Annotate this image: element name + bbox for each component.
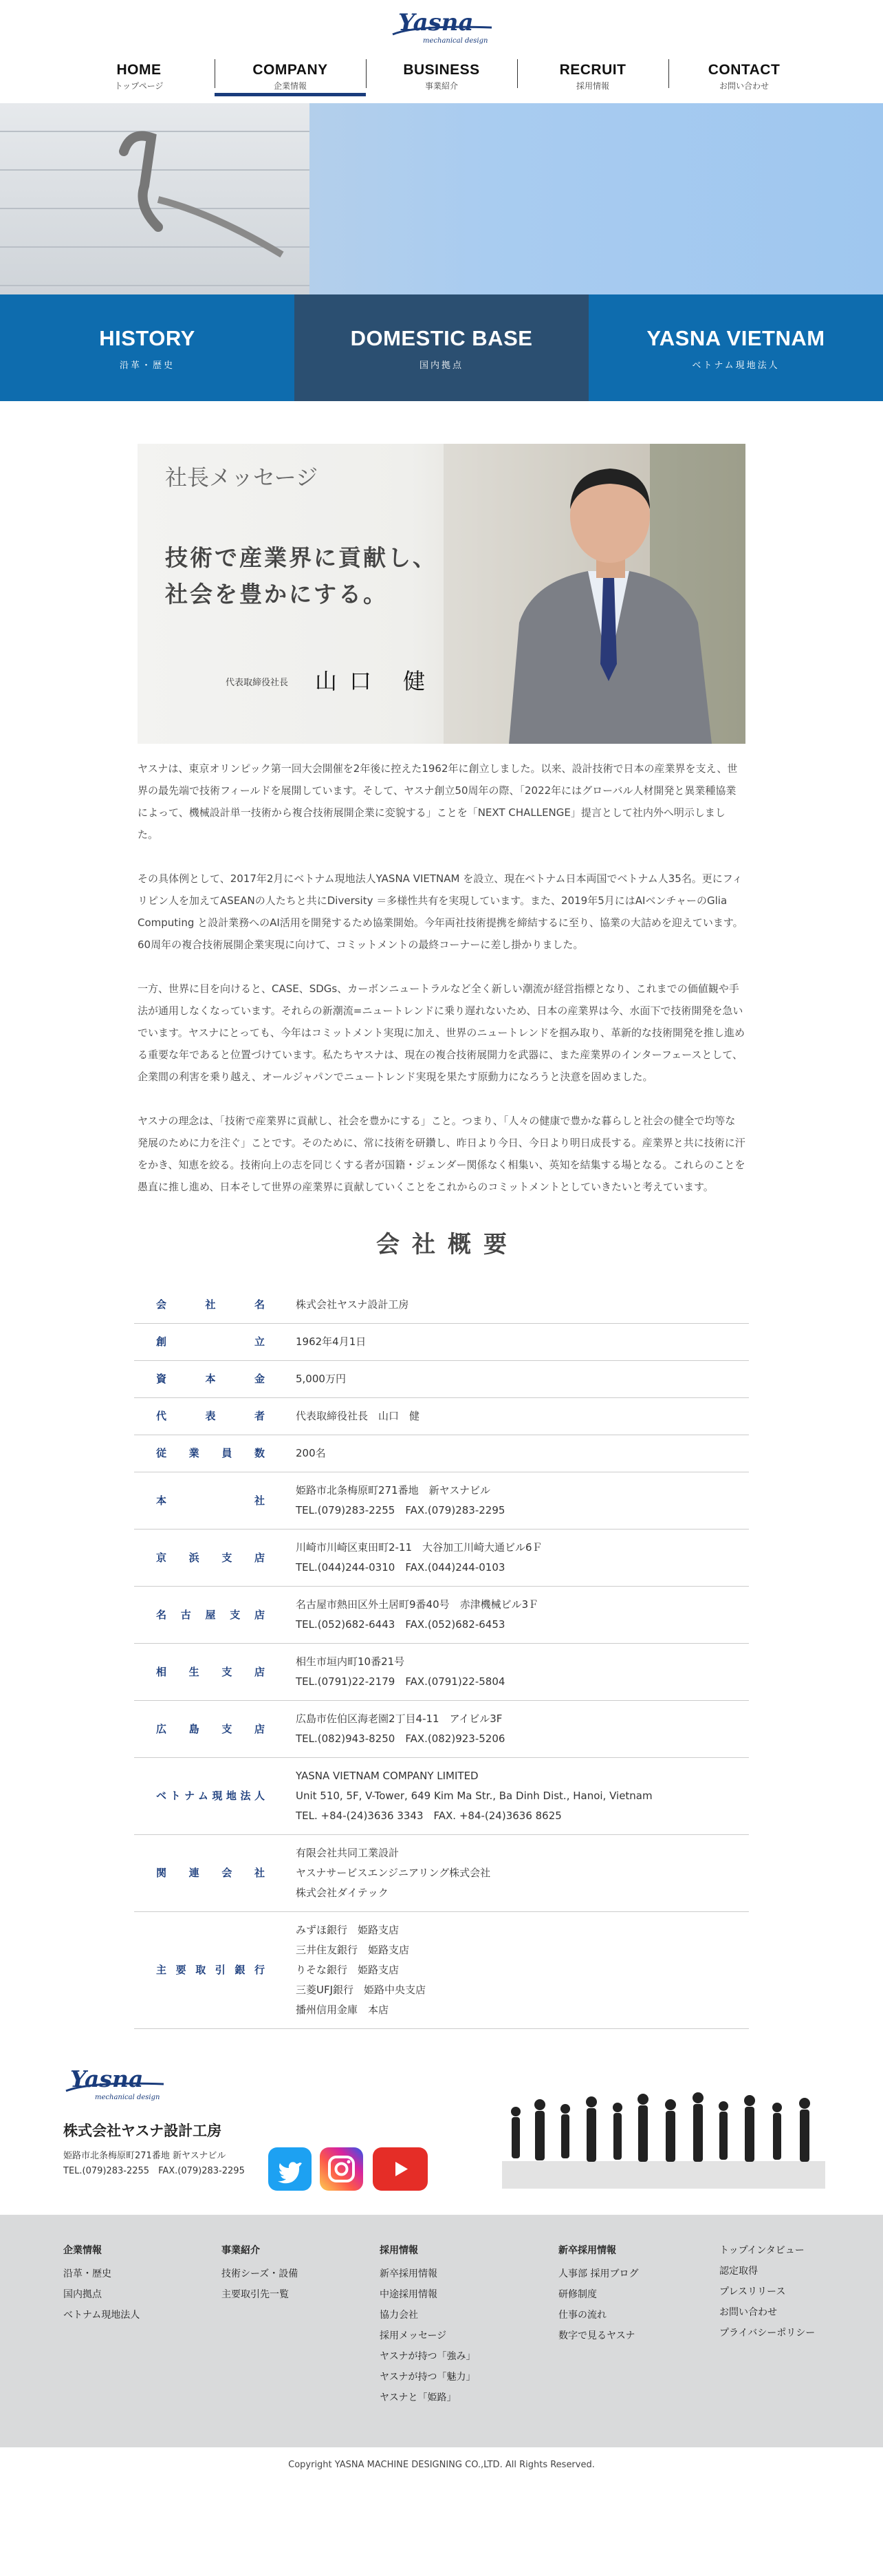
sitemap-heading[interactable]: 新卒採用情報 (558, 2245, 616, 2256)
outline-value-line: TEL.(044)244-0310 FAX.(044)244-0103 (296, 1561, 505, 1574)
nav-contact[interactable] (668, 55, 820, 96)
outline-key: 相生支店 (134, 1644, 296, 1701)
nav-label-en: CONTACT (708, 62, 781, 78)
outline-value (296, 1361, 749, 1398)
nav-label-jp: トップページ (114, 81, 164, 91)
sitemap-link[interactable]: ヤスナが持つ「魅力」 (380, 2372, 476, 2383)
nav-business[interactable] (366, 55, 517, 96)
sitemap-link[interactable]: トップインタビュー (719, 2245, 805, 2256)
nav-label-jp: お問い合わせ (719, 81, 769, 91)
sitemap-col-company (63, 2240, 140, 2326)
outline-value-line: ヤスナサービスエンジニアリング株式会社 (296, 1867, 491, 1879)
business-people-silhouette (502, 2084, 825, 2194)
tab-history[interactable] (0, 294, 294, 401)
nav-label-jp: 採用情報 (576, 81, 609, 91)
nav-label-jp: 企業情報 (273, 81, 307, 91)
message-paragraph: 一方、世界に目を向けると、CASE、SDGs、カーボンニュートラルなど全く新しい潮流が経営指標となり、これまでの価値観や手法が通用しなくなっています。それらの新潮流=ニュートレンドに乗り遅れないため、日本の産業界は今、水面下で技術開発を急いでいます。ヤスナにとっても、今年はコミットメント実現に加え、世界のニュートレンドを掴み取り、革新的な技術開発を推し進める重要な年であると位置づけています。私たちヤスナは、現在の複合技術展開力を武器に、また産業界のインターフェースとして、企業間の利害を乗り越え、オールジャパンでニュートレンド実現を果たす原動力になろうと決意を固めました。 (138, 983, 745, 1083)
sitemap-link[interactable]: 数字で見るヤスナ (558, 2330, 635, 2341)
outline-key: 会社名 (134, 1287, 296, 1324)
outline-key: 資本金 (134, 1361, 296, 1398)
nav-label-en: COMPANY (252, 62, 328, 78)
hero-image (0, 103, 883, 294)
outline-key: ベトナム現地法人 (134, 1758, 296, 1835)
outline-value (296, 1587, 749, 1644)
logo-wordmark: Yasna (70, 2065, 144, 2092)
sitemap-heading[interactable]: 事業紹介 (221, 2245, 260, 2256)
signature-title: 代表取締役社長 (226, 678, 289, 688)
outline-value-line: TEL.(079)283-2255 FAX.(079)283-2295 (296, 1504, 505, 1516)
outline-value (296, 1835, 749, 1912)
message-copy (165, 540, 437, 613)
outline-value-line: みずほ銀行 姫路支店 (296, 1924, 400, 1936)
outline-key: 主要取引銀行 (134, 1912, 296, 2029)
sitemap-link[interactable]: 協力会社 (380, 2310, 418, 2321)
message-body (138, 758, 745, 1198)
outline-value-line: 名古屋市熱田区外土居町9番40号 赤津機械ビル3Ｆ (296, 1598, 539, 1611)
outline-value-line: 5,000万円 (296, 1373, 346, 1385)
company-outline (0, 1225, 883, 2029)
outline-value (296, 1758, 749, 1835)
footer-sitemap (0, 2215, 883, 2447)
nav-home[interactable] (63, 55, 215, 96)
nav-company[interactable] (215, 55, 366, 96)
outline-row (134, 1361, 749, 1398)
youtube-icon[interactable] (373, 2147, 428, 2191)
sitemap-link[interactable]: プライバシーポリシー (719, 2328, 816, 2339)
sitemap-heading[interactable]: 企業情報 (63, 2245, 102, 2256)
copyright: Copyright YASNA MACHINE DESIGNING CO.,LTD. All Rights Reserved. (0, 2447, 883, 2483)
tab-domestic-base[interactable] (294, 294, 589, 401)
message-copy-line2: 社会を豊かにする。 (165, 580, 388, 608)
sitemap-col-misc (719, 2240, 815, 2343)
outline-key: 創立 (134, 1324, 296, 1361)
site-header (0, 0, 883, 103)
outline-row (134, 1587, 749, 1644)
outline-value-line: 200名 (296, 1447, 326, 1459)
outline-row (134, 1644, 749, 1701)
sitemap-link[interactable]: プレスリリース (719, 2286, 786, 2297)
sitemap-heading[interactable]: 採用情報 (380, 2245, 418, 2256)
outline-row (134, 1324, 749, 1361)
tab-label-jp: 国内拠点 (419, 361, 464, 371)
outline-value (296, 1435, 749, 1472)
outline-table (134, 1287, 749, 2029)
outline-value-line: 播州信用金庫 本店 (296, 2004, 389, 2016)
outline-value-line: 三菱UFJ銀行 姫路中央支店 (296, 1984, 426, 1996)
outline-value-line: 株式会社ヤスナ設計工房 (296, 1298, 409, 1311)
sitemap-link[interactable]: 沿革・歴史 (63, 2268, 111, 2279)
twitter-icon[interactable] (268, 2147, 312, 2191)
outline-row (134, 1287, 749, 1324)
outline-value-line: 株式会社ダイテック (296, 1887, 389, 1899)
sitemap-link[interactable]: ヤスナと「姫路」 (380, 2392, 457, 2403)
global-nav (63, 55, 820, 96)
tab-label-jp: 沿革・歴史 (119, 361, 175, 371)
president-photo (444, 444, 745, 744)
footer-company-name: 株式会社ヤスナ設計工房 (63, 2123, 222, 2139)
instagram-icon[interactable] (320, 2147, 363, 2191)
outline-value (296, 1701, 749, 1758)
outline-key: 本社 (134, 1472, 296, 1530)
sitemap-link[interactable]: 国内拠点 (63, 2289, 102, 2300)
outline-key: 名古屋支店 (134, 1587, 296, 1644)
sitemap-link[interactable]: 認定取得 (719, 2266, 758, 2277)
outline-value-line: 代表取締役社長 山口 健 (296, 1410, 420, 1422)
message-paragraph: ヤスナは、東京オリンピック第一回大会開催を2年後に控えた1962年に創立しました。以来、設計技術で日本の産業界を支え、世界の最先端で技術フィールドを展開しています。そして、ヤスナ創立50周年の際、「2022年にはグローバル人材開発と異業種協業によって、機械設計単一技術から複合技術展開企業に変貌する」ことを「NEXT CHALLENGE」提言として社内外へ明示しました。 (138, 762, 738, 841)
outline-title: 会社概要 (376, 1231, 519, 1258)
outline-key: 京浜支店 (134, 1530, 296, 1587)
signature-name: 山口 健 (315, 668, 438, 694)
footer-phone-line: TEL.(079)283-2255 FAX.(079)283-2295 (63, 2166, 245, 2176)
outline-row (134, 1701, 749, 1758)
nav-label-en: RECRUIT (559, 62, 626, 78)
outline-value-line: りそな銀行 姫路支店 (296, 1964, 400, 1976)
sitemap-col-newgrad (558, 2240, 638, 2346)
sitemap-col-business (221, 2240, 298, 2305)
sitemap-link[interactable]: ヤスナが持つ「強み」 (380, 2351, 476, 2362)
sitemap-link[interactable]: 中途採用情報 (380, 2289, 437, 2300)
sitemap-link[interactable]: 主要取引先一覧 (221, 2289, 289, 2300)
building-logo-sign (110, 124, 289, 261)
outline-value-line: 1962年4月1日 (296, 1335, 367, 1348)
tab-yasna-vietnam[interactable] (589, 294, 883, 401)
message-title: 社長メッセージ (165, 464, 318, 491)
building-facade (0, 103, 309, 294)
outline-key: 代表者 (134, 1398, 296, 1435)
tab-label-en: DOMESTIC BASE (350, 326, 533, 350)
outline-value-line: TEL.(052)682-6443 FAX.(052)682-6453 (296, 1618, 505, 1631)
tab-label-en: YASNA VIETNAM (646, 326, 825, 350)
footer-info (0, 2063, 883, 2215)
nav-label-jp: 事業紹介 (424, 81, 458, 91)
nav-label-en: HOME (116, 62, 162, 78)
sitemap-link[interactable]: 採用メッセージ (380, 2330, 447, 2341)
company-subnav (0, 294, 883, 401)
outline-row (134, 1472, 749, 1530)
outline-value-line: TEL.(082)943-8250 FAX.(082)923-5206 (296, 1732, 505, 1745)
sitemap-link[interactable]: お問い合わせ (719, 2307, 777, 2318)
outline-value-line: TEL. +84-(24)3636 3343 FAX. +84-(24)3636 8625 (296, 1810, 562, 1822)
nav-recruit[interactable] (517, 55, 668, 96)
outline-key: 従業員数 (134, 1435, 296, 1472)
outline-row (134, 1758, 749, 1835)
outline-value-line: Unit 510, 5F, V-Tower, 649 Kim Ma Str., Ba Dinh Dist., Hanoi, Vietnam (296, 1790, 653, 1802)
outline-value (296, 1530, 749, 1587)
nav-label-en: BUSINESS (403, 62, 480, 78)
outline-row (134, 1398, 749, 1435)
yasna-logo[interactable] (389, 7, 495, 50)
sitemap-col-recruit (380, 2240, 475, 2408)
footer-address-line: 姫路市北条梅原町271番地 新ヤスナビル (63, 2151, 226, 2161)
outline-value-line: TEL.(0791)22-2179 FAX.(0791)22-5804 (296, 1675, 505, 1688)
outline-value (296, 1644, 749, 1701)
president-message (138, 444, 745, 1198)
sitemap-link[interactable]: 新卒採用情報 (380, 2268, 437, 2279)
message-banner (138, 444, 745, 744)
message-paragraph: ヤスナの理念は、「技術で産業界に貢献し、社会を豊かにする」こと。つまり、「人々の健康で豊かな暮らしと社会の健全で均等な発展のために力を注ぐ」ことです。そのために、常に技術を研鑽し、昨日より今日、今日より明日成長する。産業界と共に技術に汗をかき、知恵を絞る。技術向上の志を同じくする者が国籍・ジェンダー関係なく相集い、英知を結集する場となる。これらのことを愚直に推し進め、日本そして世界の産業界に貢献していくことをこれからのコミットメントとしていきたいと考えています。 (138, 1115, 745, 1193)
outline-row (134, 1912, 749, 2029)
sitemap-link[interactable]: 研修制度 (558, 2289, 597, 2300)
tab-label-jp: ベトナム現地法人 (692, 361, 780, 371)
outline-value-line: 三井住友銀行 姫路支店 (296, 1944, 410, 1956)
outline-value (296, 1472, 749, 1530)
sitemap-link[interactable]: 仕事の流れ (558, 2310, 607, 2321)
outline-value (296, 1398, 749, 1435)
outline-key: 関連会社 (134, 1835, 296, 1912)
outline-value (296, 1287, 749, 1324)
tab-label-en: HISTORY (99, 326, 195, 350)
logo-tagline: mechanical design (95, 2094, 160, 2101)
outline-value-line: YASNA VIETNAM COMPANY LIMITED (296, 1770, 479, 1782)
logo-tagline: mechanical design (423, 37, 488, 45)
message-copy-line1: 技術で産業界に貢献し、 (165, 544, 437, 571)
outline-value (296, 1324, 749, 1361)
outline-value-line: 川崎市川崎区東田町2-11 大谷加工川崎大通ビル6Ｆ (296, 1541, 543, 1554)
outline-value-line: 相生市垣内町10番21号 (296, 1655, 405, 1668)
sitemap-link[interactable]: 人事部 採用ブログ (558, 2268, 639, 2279)
outline-value-line: 広島市佐伯区海老園2丁目4-11 アイビル3F (296, 1713, 503, 1725)
outline-row (134, 1435, 749, 1472)
outline-value-line: 姫路市北条梅原町271番地 新ヤスナビル (296, 1484, 491, 1496)
footer-address (63, 2149, 245, 2179)
outline-value-line: 有限会社共同工業設計 (296, 1847, 400, 1859)
message-paragraph: その具体例として、2017年2月にベトナム現地法人YASNA VIETNAM を設立、現在ベトナム日本両国でベトナム人35名。更にフィリピン人を加えてASEANの人たちと共にDiversity ＝多様性共有を実現しています。また、2019年5月にはAIベンチャーのGlia Computing と設計業務へのAI活用を開発するため協業開始。今年両社技術提携を締結するに至り、協業の大詰めを迎えています。60周年の複合技術展開企業実現に向けて、コミットメントの最終コーナーに差し掛かりました。 (138, 872, 743, 951)
logo-wordmark: Yasna (398, 9, 474, 36)
outline-row (134, 1530, 749, 1587)
sitemap-link[interactable]: 技術シーズ・設備 (221, 2268, 298, 2279)
outline-key: 広島支店 (134, 1701, 296, 1758)
outline-value (296, 1912, 749, 2029)
outline-row (134, 1835, 749, 1912)
sitemap-link[interactable]: ベトナム現地法人 (63, 2310, 140, 2321)
footer-logo[interactable] (63, 2063, 166, 2106)
